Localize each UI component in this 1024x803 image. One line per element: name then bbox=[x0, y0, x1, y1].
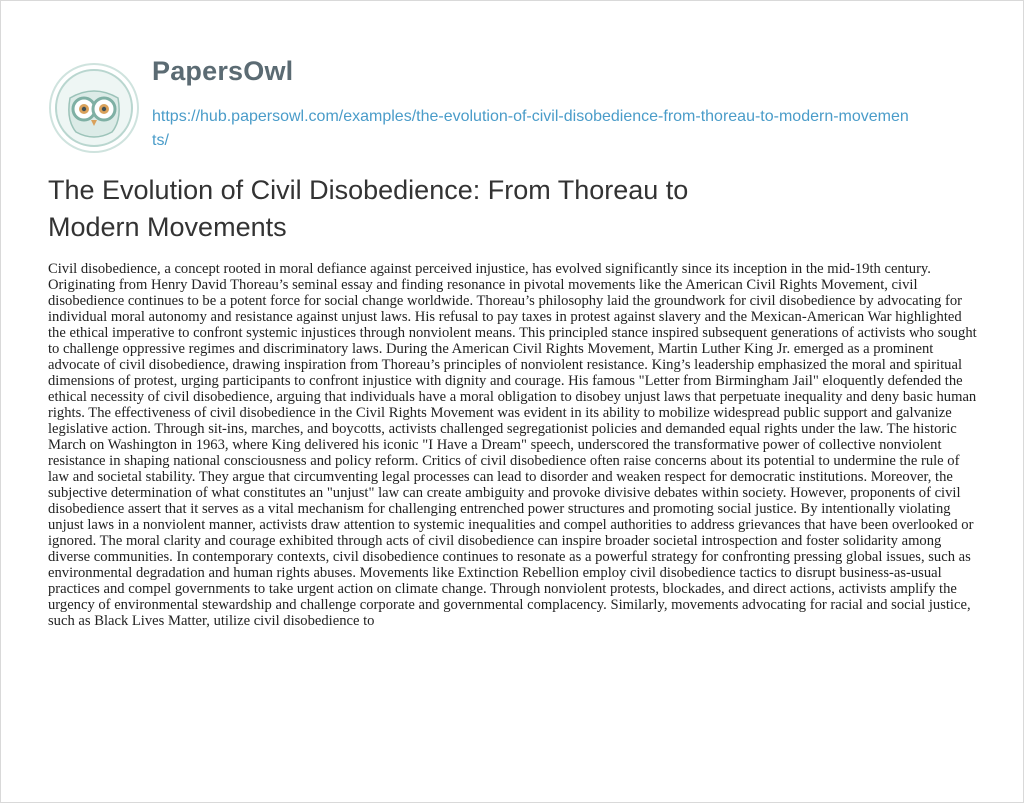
source-url-link[interactable]: https://hub.papersowl.com/examples/the-evolution-of-civil-disobedience-from-thoreau-to-modern-movements/ bbox=[152, 108, 909, 149]
owl-logo-icon bbox=[48, 62, 140, 154]
article-body: Civil disobedience, a concept rooted in moral defiance against perceived injustice, has evolved significantly since its inception in the mid-19th century. Originating from Henry David Thoreau’s seminal essay and finding resonance in pivotal movements like the American Civil Rights Movement, civil disobedience continues to be a potent force for social change worldwide. Thoreau’s philosophy laid the groundwork for civil disobedience by advocating for individual moral autonomy and resistance against unjust laws. His refusal to pay taxes in protest against slavery and the Mexican-American War highlighted the ethical imperative to confront systemic injustices through nonviolent means. This principled stance inspired subsequent generations of activists who sought to challenge oppressive regimes and discriminatory laws. During the American Civil Rights Movement, Martin Luther King Jr. emerged as a prominent advocate of civil disobedience, drawing inspiration from Thoreau’s principles of nonviolent resistance. King’s leadership emphasized the moral and spiritual dimensions of protest, urging participants to confront injustice with dignity and courage. His famous "Letter from Birmingham Jail" eloquently defended the ethical necessity of civil disobedience, arguing that individuals have a moral obligation to disobey unjust laws that perpetuate inequality and deny basic human rights. The effectiveness of civil disobedience in the Civil Rights Movement was evident in its ability to mobilize widespread public support and galvanize legislative action. Through sit-ins, marches, and boycotts, activists challenged segregationist policies and demanded equal rights under the law. The historic March on Washington in 1963, where King delivered his iconic "I Have a Dream" speech, underscored the transformative power of collective nonviolent resistance in shaping national consciousness and policy reform. Critics of civil disobedience often raise concerns about its potential to undermine the rule of law and societal stability. They argue that circumventing legal processes can lead to disorder and weaken respect for democratic institutions. Moreover, the subjective determination of what constitutes an "unjust" law can create ambiguity and provoke divisive debates within society. However, proponents of civil disobedience assert that it serves as a vital mechanism for challenging entrenched power structures and promoting social justice. By intentionally violating unjust laws in a nonviolent manner, activists draw attention to systemic inequalities and compel authorities to address grievances that have been overlooked or ignored. The moral clarity and courage exhibited through acts of civil disobedience can inspire broader societal introspection and foster solidarity among diverse communities. In contemporary contexts, civil disobedience continues to resonate as a powerful strategy for confronting pressing global issues, such as environmental degradation and human rights abuses. Movements like Extinction Rebellion employ civil disobedience tactics to disrupt business-as-usual practices and compel governments to take urgent action on climate change. Through nonviolent protests, blockades, and direct actions, activists amplify the urgency of environmental stewardship and challenge corporate and governmental complacency. Similarly, movements advocating for racial and social justice, such as Black Lives Matter, utilize civil disobedience to bbox=[48, 261, 977, 629]
brand-name[interactable]: PapersOwl bbox=[152, 56, 294, 86]
page-title: The Evolution of Civil Disobedience: From Thoreau to Modern Movements bbox=[48, 175, 689, 242]
